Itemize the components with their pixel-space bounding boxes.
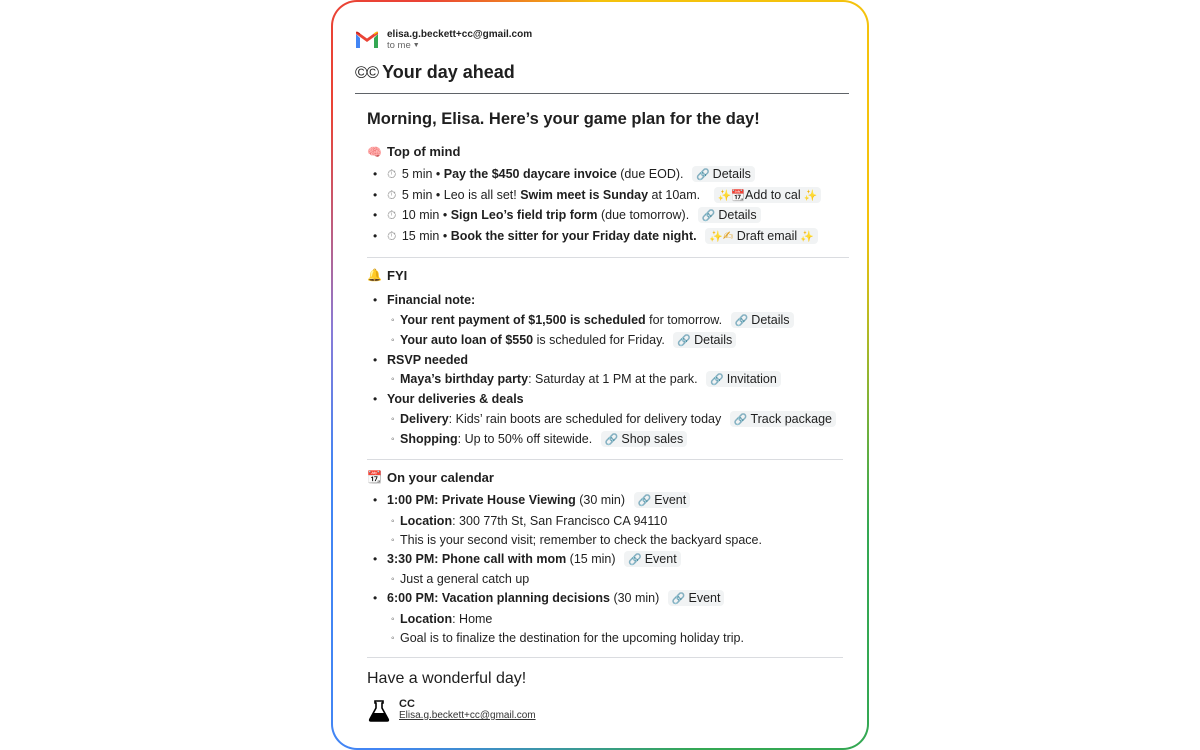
- item-text: : Up to 50% off sitewide.: [457, 431, 593, 446]
- sender-header: [355, 29, 532, 51]
- item-bold: Your auto loan of $550: [400, 332, 534, 347]
- greeting: Morning, Elisa. Here’s your game plan for the day!: [367, 110, 760, 128]
- list-item: • ⏱ 5 min • Pay the $450 daycare invoice (due EOD). 🔗 Details: [373, 165, 849, 186]
- item-bold: Shopping: [400, 431, 458, 446]
- caret-down-icon: ▼: [412, 42, 420, 49]
- detail-text: : Home: [452, 612, 493, 627]
- brain-icon: 🧠: [367, 144, 382, 159]
- event-duration: (15 min): [566, 551, 616, 566]
- event-details: [387, 512, 849, 550]
- link-icon: 🔗: [701, 210, 716, 223]
- email-body: [367, 110, 849, 723]
- fyi-sublist: [387, 370, 849, 390]
- chip-label: Details: [712, 167, 751, 181]
- event-details: [387, 610, 849, 648]
- detail-text: : 300 77th St, San Francisco CA 94110: [452, 513, 668, 528]
- time-estimate: 5 min: [401, 167, 433, 181]
- list-item: [387, 331, 849, 351]
- task-bold: Swim meet is Sunday: [520, 187, 649, 202]
- sparkle-icon: ✨: [717, 189, 732, 202]
- link-icon: 🔗: [671, 593, 686, 606]
- time-estimate: 10 min: [401, 208, 440, 223]
- top-of-mind-list: [373, 165, 849, 248]
- sender-email: elisa.g.beckett+cc@gmail.com: [387, 29, 533, 40]
- signature-email-link[interactable]: Elisa.g.beckett+cc@gmail.com: [399, 710, 536, 722]
- track-package-chip[interactable]: [730, 411, 836, 427]
- fyi-list: [373, 291, 849, 450]
- task-text: (due EOD).: [616, 167, 684, 181]
- event-detail: [387, 629, 849, 648]
- list-item: [387, 430, 849, 450]
- link-icon: 🔗: [695, 169, 710, 181]
- event-chip[interactable]: [634, 492, 691, 508]
- chip-label: Draft email: [736, 229, 798, 244]
- detail-bold: Location: [400, 612, 453, 627]
- timer-icon: ⏱: [387, 229, 397, 244]
- chip-label: Details: [751, 312, 790, 327]
- link-icon: 🔗: [628, 553, 642, 566]
- link-icon: 🔗: [733, 413, 748, 426]
- item-text: : Kids’ rain boots are scheduled for delivery today: [448, 411, 722, 426]
- to-label: to me: [387, 40, 411, 51]
- section-fyi: [367, 268, 849, 283]
- fyi-group: [373, 351, 849, 391]
- event-chip[interactable]: [668, 590, 725, 606]
- link-icon: 🔗: [677, 334, 692, 347]
- task-text: (due tomorrow).: [597, 208, 690, 223]
- chip-label: Details: [718, 208, 757, 223]
- email-subject: [355, 62, 515, 83]
- task-text: at 10am.: [648, 187, 701, 202]
- invitation-chip[interactable]: [706, 371, 781, 387]
- sparkle-icon: ✨: [800, 189, 818, 202]
- task-bold: Sign Leo’s field trip form: [450, 208, 598, 223]
- event-duration: (30 min): [575, 492, 626, 507]
- details-chip[interactable]: [698, 207, 761, 223]
- cc-logo-icon: ©©: [355, 62, 379, 82]
- list-item: [387, 410, 849, 430]
- event-detail: [387, 570, 849, 589]
- details-chip[interactable]: [673, 332, 736, 348]
- list-item: • ⏱ 15 min • Book the sitter for your Friday date night. ✨✍ Draft email ✨: [373, 227, 849, 248]
- fyi-sublist: [387, 311, 849, 351]
- time-estimate: 15 min: [401, 229, 440, 244]
- details-chip[interactable]: [731, 312, 794, 328]
- chip-label: Event: [644, 551, 677, 566]
- section-divider: [367, 459, 843, 460]
- subject-divider: [355, 93, 849, 94]
- list-item: [387, 311, 849, 331]
- link-icon: 🔗: [637, 494, 652, 507]
- sparkle-icon: ✨: [709, 231, 723, 244]
- chip-label: Invitation: [726, 372, 777, 387]
- sparkle-icon: ✨: [797, 231, 814, 244]
- calendar-icon: 📆: [367, 470, 382, 485]
- section-title: FYI: [387, 267, 408, 283]
- chip-label: Event: [654, 492, 687, 507]
- timer-icon: ⏱: [387, 167, 397, 181]
- detail-text: Goal is to finalize the destination for the upcoming holiday trip.: [400, 631, 744, 646]
- flask-icon: [367, 699, 391, 723]
- gmail-logo-icon: [355, 31, 379, 49]
- list-item: • ⏱ 10 min • Sign Leo’s field trip form (due tomorrow). 🔗 Details: [373, 206, 849, 227]
- section-title: On your calendar: [387, 469, 494, 485]
- chip-label: Track package: [750, 411, 832, 426]
- timer-icon: ⏱: [387, 187, 397, 202]
- timer-icon: ⏱: [387, 208, 397, 223]
- chip-label: Event: [688, 591, 721, 606]
- calendar-list: [373, 491, 849, 648]
- time-estimate: 5 min: [401, 187, 433, 202]
- task-bold: Pay the $450 daycare invoice: [443, 167, 617, 181]
- event-title: 6:00 PM: Vacation planning decisions: [387, 591, 610, 606]
- event-detail: [387, 531, 849, 550]
- calendar-event: [373, 550, 849, 590]
- section-calendar: [367, 470, 849, 485]
- signature-name: CC: [399, 698, 415, 711]
- add-to-cal-chip[interactable]: [714, 187, 822, 203]
- subject-text: Your day ahead: [382, 62, 515, 82]
- closing-message: Have a wonderful day!: [367, 670, 527, 688]
- group-label: RSVP needed: [387, 352, 469, 367]
- recipient-details-toggle[interactable]: [387, 40, 532, 51]
- bell-icon: 🔔: [367, 268, 382, 283]
- chip-label: Details: [694, 332, 733, 347]
- event-duration: (30 min): [609, 591, 660, 606]
- detail-text: This is your second visit; remember to check the backyard space.: [400, 532, 762, 547]
- event-detail: [387, 610, 849, 629]
- signature: [367, 698, 849, 723]
- writing-hand-icon: ✍: [722, 229, 734, 244]
- item-bold: Delivery: [400, 411, 449, 426]
- calendar-event: [373, 491, 849, 550]
- calendar-icon: 📆: [731, 189, 746, 202]
- calendar-event: [373, 589, 849, 648]
- item-text: : Saturday at 1 PM at the park.: [528, 372, 698, 387]
- task-bold: Book the sitter for your Friday date night.: [450, 229, 697, 244]
- group-label: Your deliveries & deals: [387, 392, 524, 407]
- section-top-of-mind: [367, 144, 849, 159]
- link-icon: 🔗: [604, 433, 619, 446]
- event-detail: [387, 512, 849, 531]
- link-icon: 🔗: [734, 314, 749, 327]
- list-item: • ⏱ 5 min • Leo is all set! Swim meet is Sunday at 10am. ✨📆Add to cal ✨: [373, 186, 849, 207]
- email-card: [333, 2, 867, 748]
- event-title: 3:30 PM: Phone call with mom: [387, 551, 567, 566]
- detail-text: Just a general catch up: [400, 572, 530, 587]
- email-card-frame: [331, 0, 869, 750]
- item-text: for tomorrow.: [645, 312, 723, 327]
- chip-label: Shop sales: [621, 431, 684, 446]
- fyi-group: [373, 291, 849, 351]
- chip-label: Add to cal: [745, 187, 801, 202]
- section-divider: [367, 657, 843, 658]
- detail-bold: Location: [400, 513, 453, 528]
- fyi-sublist: [387, 410, 849, 450]
- item-bold: Your rent payment of $1,500 is scheduled: [400, 312, 646, 327]
- details-chip[interactable]: [692, 166, 755, 182]
- section-divider: [367, 257, 849, 258]
- link-icon: 🔗: [710, 374, 724, 387]
- event-title: 1:00 PM: Private House Viewing: [387, 492, 576, 507]
- event-chip[interactable]: [624, 551, 681, 567]
- item-bold: Maya’s birthday party: [400, 372, 529, 387]
- group-label: Financial note:: [387, 292, 476, 307]
- event-details: [387, 570, 849, 589]
- fyi-group: [373, 390, 849, 450]
- shop-sales-chip[interactable]: [601, 431, 688, 447]
- draft-email-chip[interactable]: [705, 228, 818, 244]
- item-text: is scheduled for Friday.: [533, 332, 665, 347]
- list-item: [387, 370, 849, 390]
- section-title: Top of mind: [387, 144, 461, 159]
- task-text: Leo is all set!: [443, 187, 521, 202]
